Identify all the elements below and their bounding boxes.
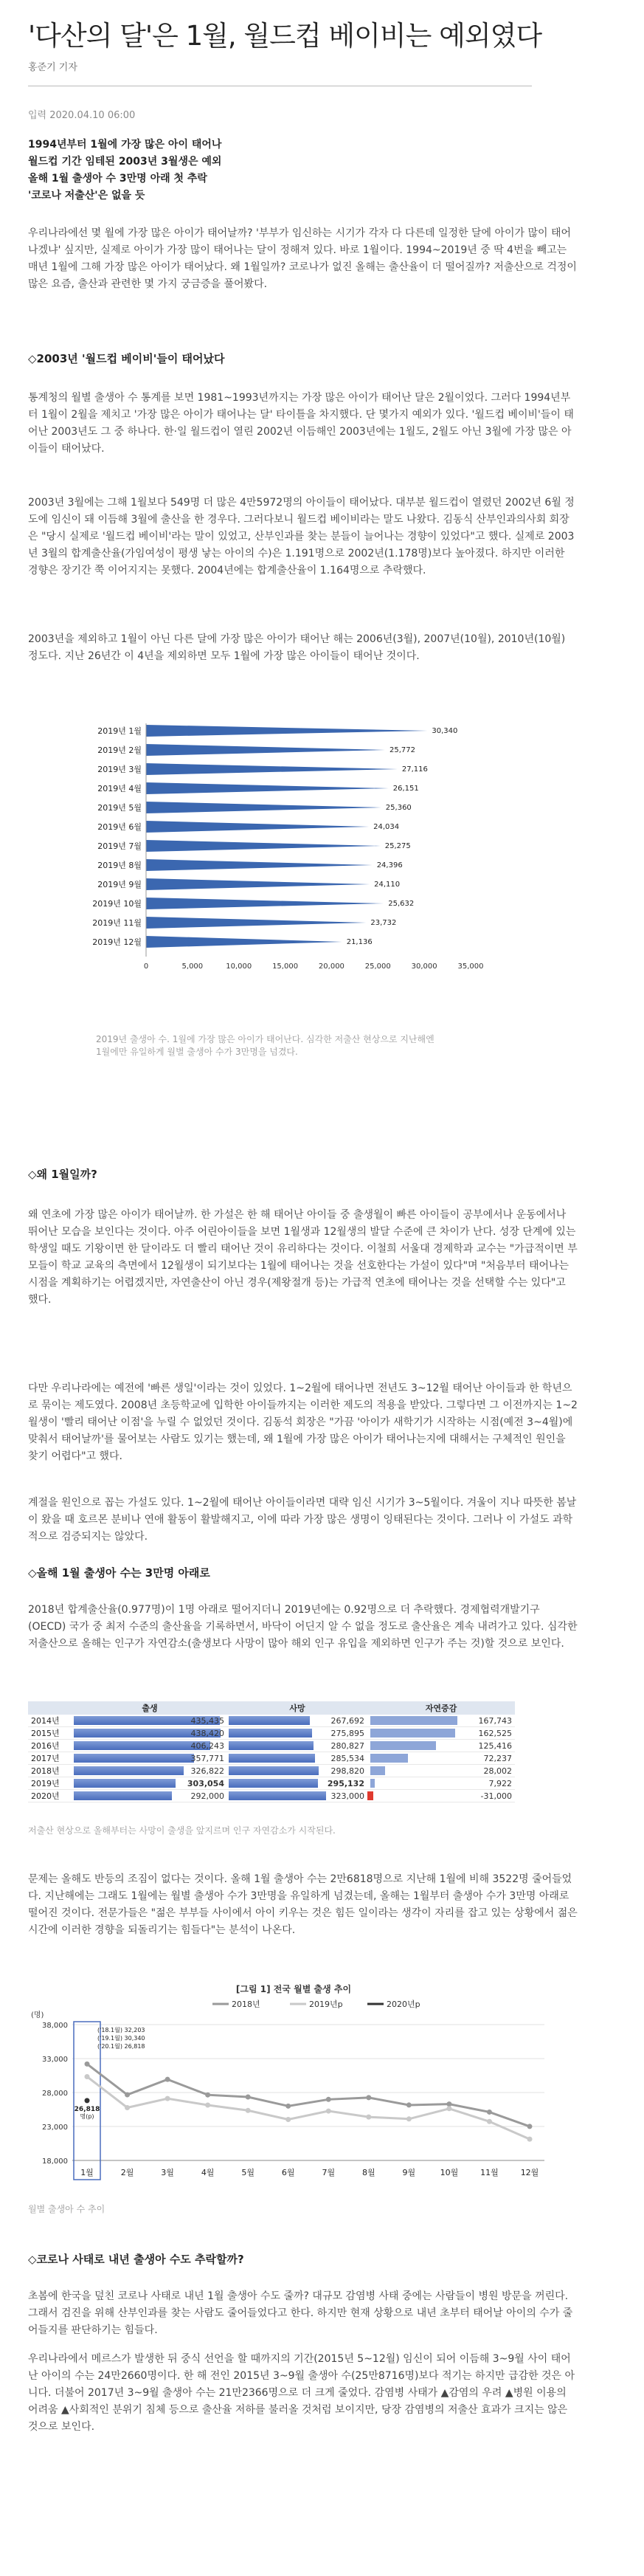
article-title: '다산의 달'은 1월, 월드컵 베이비는 예외였다 [28, 20, 542, 52]
bar-category-label: 2019년 1월 [97, 726, 142, 736]
natural-bar [370, 1716, 457, 1725]
natural-cell [367, 1790, 515, 1802]
natural-value: 72,237 [483, 1753, 512, 1763]
section-heading: ◇코로나 사태로 내년 출생아 수도 추락할까? [28, 2253, 244, 2266]
paragraph: 초봄에 한국을 덮친 코로나 사태로 내년 1월 출생아 수도 줄까? 대규모 감염병 사태 중에는 사람들이 병원 방문을 꺼린다. 그래서 검진을 위해 산부인과를 찾는 사람도 줄어들었다고 한다. 하지만 현재 상황으로 내년 초부터 태어날 아이의 수가 줄어들지를 판단하기는 힘들다. [28, 2290, 573, 2336]
x-tick-label: 12월 [520, 2168, 539, 2177]
monthly-births-line-chart [28, 1982, 559, 2188]
series-point [366, 2115, 371, 2120]
series-point [527, 2137, 533, 2142]
death-value: 275,895 [330, 1728, 364, 1738]
y-tick-label: 28,000 [42, 2090, 68, 2098]
paragraph: 왜 연초에 가장 많은 아이가 태어날까. 한 가설은 한 해 태어난 아이들 중 출생월이 빠른 아이들이 공부에서나 운동에서나 뛰어난 모습을 보인다는 것이다. 아주 어린아이들을 보면 1월생과 12월생의 발달 수준에 큰 차이가 난다. 성장 단계에 있는 학생일 때도 기왕이면 한 달이라도 더 빨리 태어난 것이 유리하다는 것이다. 이철희 서울대 경제학과 교수는 "가급적이면 부모들이 학교 교육의 측면에서 12월생이 되기보다는 1월에 태어나는 것을 선호한다는 가설이 있다"며 "처음부터 태어나는 시점을 계획하기는 어렵겠지만, 자연출산이 아닌 경우(제왕절개 등)는 가급적 연초에 태어나는 것을 선택할 수는 있다"고 했다. [28, 1209, 578, 1306]
y-axis-unit: (명) [31, 2011, 44, 2019]
table-row [28, 1765, 515, 1777]
series-point [85, 2062, 90, 2067]
y-tick-label: 18,000 [42, 2157, 68, 2166]
x-tick-label: 5,000 [181, 962, 204, 971]
series-point [366, 2095, 371, 2100]
bar-value-label: 24,396 [376, 861, 403, 869]
series-point [487, 2110, 492, 2115]
death-value: 323,000 [330, 1791, 364, 1801]
bar [146, 840, 381, 852]
series-point [205, 2103, 210, 2108]
birth-cell [72, 1765, 227, 1777]
natural-bar [367, 1791, 373, 1800]
bar-category-label: 2019년 5월 [97, 803, 142, 813]
series-point [125, 2093, 130, 2098]
birth-cell [72, 1740, 227, 1752]
x-tick-label: 1월 [80, 2168, 94, 2177]
table-header-year [28, 1701, 72, 1715]
death-bar [229, 1741, 314, 1750]
year-cell: 2018년 [28, 1765, 72, 1777]
birth-bar [74, 1741, 210, 1750]
series-point [326, 2109, 331, 2114]
natural-bar [370, 1754, 408, 1763]
summary [28, 137, 530, 204]
death-cell [227, 1752, 367, 1765]
natural-value: -31,000 [480, 1791, 512, 1801]
series-point [285, 2117, 291, 2122]
chart-caption: 2019년 출생아 수. 1월에 가장 많은 아이가 태어난다. 심각한 저출산 현상으로 지난해엔 1월에만 유일하게 월별 출생아 수가 3만명을 넘겼다. [96, 1034, 434, 1057]
section-heading: ◇왜 1월일까? [28, 1168, 97, 1181]
series-point [246, 2094, 251, 2099]
table-row [28, 1777, 515, 1790]
natural-value: 7,922 [488, 1778, 512, 1788]
natural-cell [367, 1765, 515, 1777]
birth-cell [72, 1790, 227, 1802]
x-tick-label: 6월 [281, 2168, 295, 2177]
death-value: 285,534 [330, 1753, 364, 1763]
death-cell [227, 1727, 367, 1740]
birth-bar [74, 1791, 172, 1800]
bar-category-label: 2019년 11월 [92, 918, 142, 928]
death-cell [227, 1790, 367, 1802]
bar [146, 782, 389, 794]
birth-cell [72, 1715, 227, 1727]
x-tick-label: 25,000 [364, 962, 391, 971]
summary-line: '코로나 저출산'은 없을 듯 [28, 190, 145, 202]
natural-cell [367, 1777, 515, 1790]
series-point [326, 2097, 331, 2102]
summary-line: 1994년부터 1월에 가장 많은 아이 태어나 [28, 139, 222, 151]
intro-paragraph: 우리나라에선 몇 월에 가장 많은 아이가 태어날까? '부부가 임신하는 시기가 각자 다 다른데 일정한 달에 아이가 많이 태어나겠냐' 싶지만, 실제로 아이가 가장 많이 태어나는 달이 정해져 있다. 바로 1월이다. 1994~2019년 중 딱 4번을 빼고는 매년 1월에 그해 가장 많은 아이가 태어났다. 왜 1월일까? 코로나가 없진 올해는 출산율이 더 떨어질까? 저출산으로 걱정이 많은 요즘, 출산과 관련한 몇 가지 궁금증을 풀어봤다. [28, 227, 577, 290]
birth-value: 292,000 [190, 1791, 224, 1801]
bar-value-label: 24,034 [373, 823, 400, 831]
paragraph: 다만 우리나라에는 예전에 '빠른 생일'이라는 것이 있었다. 1~2월에 태어나면 전년도 3~12월 태어난 아이들과 한 학년으로 묶이는 제도였다. 2008년 초등학교에 입학한 아이들까지는 이러한 제도의 적용을 받았다. 그렇다면 그 이전까지는 1~2월생이 '빨리 태어난 이점'을 누릴 수 없었던 것이다. 김동석 회장은 "가끔 '아이가 새학기가 시작하는 시점(예전 3~4월)에 맞춰서 태어날까'를 물어보는 사람도 있기는 했는데, 왜 1월에 가장 많은 아이가 태어나는지에 대해서는 구체적인 원인을 찾기 어렵다"고 했다. [28, 1382, 578, 1462]
table-header-birth: 출생 [72, 1701, 227, 1715]
series-point [285, 2104, 291, 2109]
callout-label: ('20.1월) 26,818 [97, 2043, 145, 2050]
section-heading: ◇2003년 '월드컵 베이비'들이 태어났다 [28, 352, 225, 365]
x-tick-label: 9월 [402, 2168, 416, 2177]
bar [146, 936, 342, 948]
birth-value: 303,054 [187, 1778, 224, 1788]
year-cell: 2015년 [28, 1727, 72, 1740]
birth-value: 326,822 [190, 1766, 224, 1776]
bar [146, 878, 370, 890]
population-table [28, 1701, 515, 1802]
x-tick-label: 30,000 [411, 962, 437, 971]
y-tick-label: 38,000 [42, 2022, 68, 2030]
natural-value: 162,525 [478, 1728, 512, 1738]
natural-cell [367, 1740, 515, 1752]
series-point [246, 2108, 251, 2113]
bar-value-label: 25,632 [388, 900, 415, 908]
death-cell [227, 1740, 367, 1752]
series-point [125, 2105, 130, 2110]
natural-cell [367, 1752, 515, 1765]
callout-label: ('19.1월) 30,340 [97, 2035, 145, 2042]
bar-category-label: 2019년 3월 [97, 765, 142, 774]
bar [146, 802, 381, 813]
bar [146, 917, 366, 929]
natural-value: 125,416 [478, 1740, 512, 1751]
series-point [165, 2096, 170, 2101]
bar-value-label: 21,136 [346, 938, 373, 946]
series-point [205, 2093, 210, 2098]
x-tick-label: 8월 [362, 2168, 375, 2177]
bar-value-label: 30,340 [432, 727, 458, 735]
series-point [446, 2101, 451, 2107]
death-cell [227, 1777, 367, 1790]
summary-line: 올해 1월 출생아 수 3만명 아래 첫 추락 [28, 173, 207, 185]
bar-category-label: 2019년 4월 [97, 784, 142, 793]
bar [146, 744, 385, 756]
chart-caption: 월별 출생아 수 추이 [28, 2204, 105, 2214]
birth-cell [72, 1752, 227, 1765]
summary-line: 월드컵 기간 임테된 2003년 3월생은 예외 [28, 156, 222, 168]
death-cell [227, 1765, 367, 1777]
x-tick-label: 15,000 [272, 962, 299, 971]
chart-title: [그림 1] 전국 월별 출생 추이 [235, 1984, 352, 1994]
table-header-death: 사망 [227, 1701, 367, 1715]
series-point [85, 2098, 90, 2103]
death-value: 298,820 [330, 1766, 364, 1776]
birth-value: 357,771 [190, 1753, 224, 1763]
bar-value-label: 23,732 [370, 919, 397, 927]
natural-bar [370, 1741, 436, 1750]
bar-category-label: 2019년 7월 [97, 841, 142, 851]
population-table-chart [28, 1701, 544, 1802]
birth-cell [72, 1727, 227, 1740]
bar [146, 763, 398, 775]
bar [146, 821, 369, 833]
bar-category-label: 2019년 12월 [92, 937, 142, 947]
death-value: 280,827 [330, 1740, 364, 1751]
author[interactable]: 홍준기 기자 [28, 62, 77, 73]
table-row [28, 1715, 515, 1727]
paragraph: 2018년 합계출산율(0.977명)이 1명 아래로 떨어지더니 2019년에는 0.92명으로 더 추락했다. 경제협력개발기구(OECD) 국가 중 최저 수준의 출산율을 기록하면서, 바닥이 어딘지 알 수 없을 정도로 출산율은 계속 내려가고 있다. 심각한 저출산으로 올해는 인구가 자연감소(출생보다 사망이 많아 해외 인구 유입을 제외하면 인구가 주는 것)할 것으로 보인다. [28, 1604, 578, 1650]
series-point [406, 2102, 412, 2107]
point-value-label: 26,818 [74, 2105, 100, 2113]
legend-label: 2020년p [387, 2000, 420, 2009]
publish-date: 입력 2020.04.10 06:00 [28, 110, 136, 121]
death-bar [229, 1754, 315, 1763]
series-point [487, 2119, 492, 2124]
series-line [87, 2064, 530, 2126]
x-tick-label: 20,000 [318, 962, 344, 971]
natural-value: 167,743 [478, 1715, 512, 1726]
table-header-natural: 자연증감 [367, 1701, 515, 1715]
bar-category-label: 2019년 2월 [97, 745, 142, 755]
bar-value-label: 24,110 [374, 881, 401, 889]
monthly-births-bar-chart [72, 709, 485, 989]
death-value: 267,692 [330, 1715, 364, 1726]
table-row [28, 1740, 515, 1752]
birth-value: 435,435 [190, 1715, 224, 1726]
year-cell: 2017년 [28, 1752, 72, 1765]
death-value: 295,132 [327, 1778, 364, 1788]
bar [146, 898, 384, 909]
y-tick-label: 23,000 [42, 2124, 68, 2132]
death-bar [229, 1766, 319, 1775]
callout-label: ('18.1월) 32,203 [97, 2027, 145, 2033]
paragraph: 통계청의 월별 출생아 수 통계를 보면 1981~1993년까지는 가장 많은 아이가 태어난 달은 2월이었다. 그러다 1994년부터 1월이 2월을 제치고 '가장 많은 아이가 태어나는 달' 타이틀을 차지했다. 단 몇가지 예외가 있다. '월드컵 베이비'들이 태어난 2003년도 그 중 하나다. 한·일 월드컵이 열린 2002년 이듬해인 2003년에는 1월도, 2월도 아닌 3월에 가장 많은 아이들이 태어났다. [28, 392, 574, 455]
bar-category-label: 2019년 10월 [92, 899, 142, 909]
paragraph: 우리나라에서 메르스가 발생한 뒤 중식 선언을 할 때까지의 기간(2015년 5~12월) 임신이 되어 이듬해 3~9월 사이 태어난 아이의 수는 24만2660명이다. 한 해 전인 2015년 3~9월 출생아 수(25만8716명)보다 적기는 하지만 급감한 것은 아니다. 더불어 2017년 3~9월 출생아 수는 21만2366명으로 더 크게 줄었다. 감염병 사태가 ▲감염의 우려 ▲병원 이용의 어려움 ▲사회적인 분위기 침체 등으로 출산율 저하를 불러올 것처럼 보이지만, 당장 감염병의 저출산 효과가 크지는 않은 것으로 보인다. [28, 2353, 575, 2433]
bar-category-label: 2019년 6월 [97, 822, 142, 832]
series-point [406, 2116, 412, 2121]
birth-bar [74, 1766, 184, 1775]
table-row [28, 1790, 515, 1802]
bar-category-label: 2019년 9월 [97, 880, 142, 889]
bar-value-label: 26,151 [392, 785, 419, 793]
bar-value-label: 25,772 [389, 746, 415, 754]
bar-value-label: 27,116 [401, 765, 428, 774]
natural-cell [367, 1715, 515, 1727]
paragraph: 2003년을 제외하고 1월이 아닌 다른 달에 가장 많은 아이가 태어난 해는 2006년(3월), 2007년(10월), 2010년(10월) 정도다. 지난 26년간 이 4년을 제외하면 모두 1월에 가장 많은 아이들이 태어난 것이다. [28, 633, 566, 662]
year-cell: 2016년 [28, 1740, 72, 1752]
series-point [527, 2124, 533, 2129]
x-tick-label: 5월 [241, 2168, 255, 2177]
year-cell: 2014년 [28, 1715, 72, 1727]
legend-label: 2018년 [232, 2000, 260, 2009]
death-cell [227, 1715, 367, 1727]
table-row [28, 1727, 515, 1740]
natural-value: 28,002 [483, 1766, 512, 1776]
x-tick-label: 11월 [480, 2168, 499, 2177]
table-caption: 저출산 현상으로 올해부터는 사망이 출생을 앞지르며 인구 자연감소가 시작된다. [28, 1825, 336, 1836]
year-cell: 2019년 [28, 1777, 72, 1790]
natural-bar [370, 1779, 375, 1788]
bar-value-label: 25,360 [385, 804, 412, 812]
death-bar [229, 1729, 312, 1738]
birth-cell [72, 1777, 227, 1790]
series-point [85, 2074, 90, 2079]
natural-bar [370, 1729, 455, 1738]
series-point [165, 2077, 170, 2082]
x-tick-label: 3월 [161, 2168, 174, 2177]
birth-value: 438,420 [190, 1728, 224, 1738]
death-bar [229, 1716, 310, 1725]
bar [146, 725, 427, 737]
x-tick-label: 4월 [201, 2168, 215, 2177]
table-row [28, 1752, 515, 1765]
section-heading: ◇올해 1월 출생아 수는 3만명 아래로 [28, 1566, 210, 1580]
year-cell: 2020년 [28, 1790, 72, 1802]
paragraph: 계절을 원인으로 꼽는 가설도 있다. 1~2월에 태어난 아이들이라면 대략 임신 시기가 3~5월이다. 겨울이 지나 따뜻한 봄날이 왔을 때 호르몬 분비나 연애 활동이 활발해지고, 이에 따라 가장 많은 생명이 잉태된다는 것이다. 그러나 이 가설도 과학적으로 검증되지는 않았다. [28, 1497, 577, 1543]
death-bar [229, 1779, 318, 1788]
birth-bar [74, 1779, 176, 1788]
y-tick-label: 33,000 [42, 2056, 68, 2064]
x-tick-label: 10,000 [226, 962, 252, 971]
natural-cell [367, 1727, 515, 1740]
series-point [446, 2106, 451, 2111]
natural-bar [370, 1766, 385, 1775]
x-tick-label: 35,000 [457, 962, 484, 971]
bar-value-label: 25,275 [384, 842, 411, 850]
birth-value: 406,243 [190, 1740, 224, 1751]
x-tick-label: 2월 [120, 2168, 134, 2177]
legend-label: 2019년p [309, 2000, 343, 2009]
birth-bar [74, 1754, 194, 1763]
point-unit-label: 명(p) [80, 2112, 94, 2120]
paragraph: 문제는 올해도 반등의 조짐이 없다는 것이다. 올해 1월 출생아 수는 2만6818명으로 지난해 1월에 비해 3522명 줄어들었다. 지난해에는 그래도 1월에는 월별 출생아 수가 3만명을 유일하게 넘겼는데, 올해는 1월부터 출생아 수가 3만명 아래로 떨어진 것이다. 전문가들은 "젊은 부부들 사이에서 아이 키우는 것은 힘든 일이라는 생각이 자리를 잡고 있는 상황에서 젊은 시간에 이러한 경향을 되돌리기는 힘들다"는 분석이 나온다. [28, 1873, 578, 1936]
bar-category-label: 2019년 8월 [97, 861, 142, 870]
death-bar [229, 1791, 326, 1800]
x-tick-label: 7월 [322, 2168, 336, 2177]
x-tick-label: 10월 [440, 2168, 459, 2177]
paragraph: 2003년 3월에는 그해 1월보다 549명 더 많은 4만5972명의 아이들이 태어났다. 대부분 월드컵이 열렸던 2002년 6월 정도에 임신이 돼 이듬해 3월에 출산을 한 경우다. 그러다보니 월드컵 베이비라는 말도 나왔다. 김동식 산부인과의사회 회장은 "당시 실제로 '월드컵 베이비'라는 말이 있었고, 산부인과를 찾는 분들이 늘어나는 경향이 있었다"고 했다. 실제로 2003년 3월의 합계출산율(가임여성이 평생 낳는 아이의 수)은 1.191명으로 2002년(1.178명)보다 높아졌다. 하지만 이러한 경향은 장기간 쭉 이어지지는 못했다. 2004년에는 합계출산율이 1.164명으로 추락했다. [28, 497, 575, 576]
x-tick-label: 0 [143, 962, 149, 971]
bar [146, 859, 373, 871]
